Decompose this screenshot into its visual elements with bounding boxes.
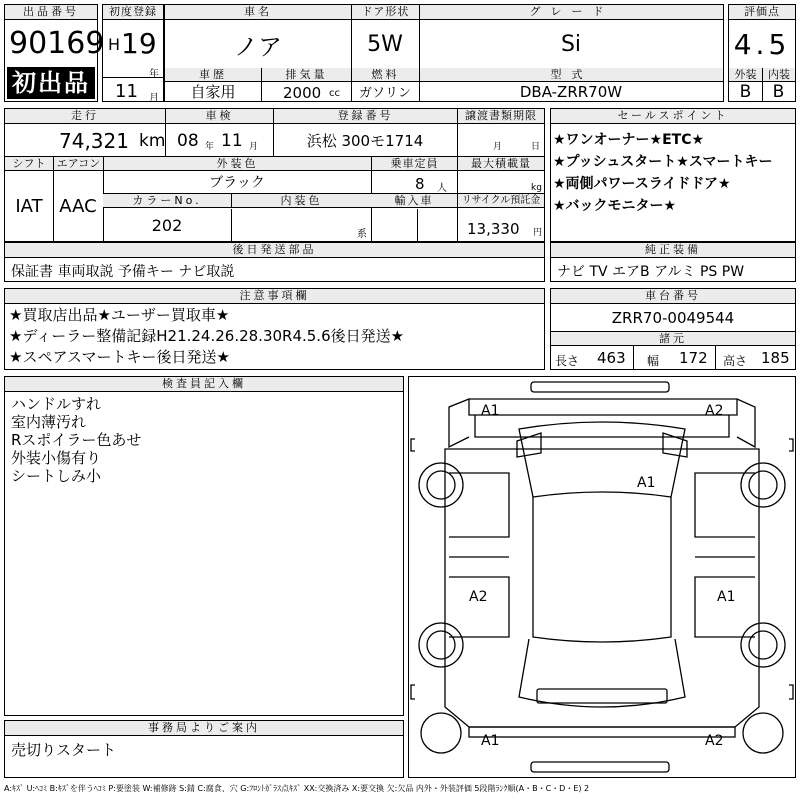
- month-unit: 月: [149, 93, 159, 104]
- sales-points-box: [550, 108, 796, 242]
- capacity: 8: [415, 175, 425, 193]
- recycle-unit: 円: [533, 228, 543, 238]
- interior-color-unit: 系: [357, 229, 367, 240]
- mileage-unit: km: [139, 131, 166, 151]
- shift-label: シフト: [5, 157, 53, 171]
- width: 172: [679, 349, 708, 367]
- color-no-label: カラーNo.: [103, 194, 231, 208]
- mileage-label: 走行: [5, 109, 165, 124]
- sales-points-label: セールスポイント: [551, 109, 795, 124]
- inspection-label: 車検: [165, 109, 273, 124]
- sales-points-list: [553, 129, 773, 217]
- era: H: [108, 35, 121, 54]
- office-value: 売切りスタート: [11, 741, 117, 759]
- damage-mark: A1: [481, 403, 500, 419]
- registration-month: 11: [115, 81, 138, 102]
- later-parts-label: 後日発送部品: [5, 243, 544, 258]
- recycle-label: リサイクル預託金: [457, 194, 544, 208]
- import-label: 輸入車: [371, 194, 457, 208]
- max-load-label: 最大積載量: [457, 157, 544, 171]
- damage-mark: A1: [717, 589, 736, 605]
- first-registration-label: 初度登録: [103, 5, 163, 20]
- caution-label: 注意事項欄: [5, 289, 544, 304]
- chassis-label: 車台番号: [551, 289, 795, 304]
- equipment-value: ナビ TV エアB アルミ PS PW: [557, 264, 745, 280]
- inspection-month-unit: 月: [249, 142, 259, 152]
- sales-point: ★両側パワースライドドア★: [553, 176, 731, 192]
- displacement-label: 排気量: [261, 68, 351, 82]
- inspection-month: 11: [221, 131, 243, 151]
- caution-item: ★買取店出品★ユーザー買取車★: [9, 306, 230, 324]
- ac-type: AAC: [59, 195, 97, 217]
- registration-year: 19: [121, 27, 157, 60]
- exterior-label: 外装: [729, 68, 762, 82]
- caution-box: [4, 288, 545, 370]
- ac-label: エアコン: [53, 157, 103, 171]
- deadline-month-unit: 月: [493, 142, 503, 152]
- first-listing-badge: 初出品: [7, 67, 95, 99]
- lot-number-label: 出品番号: [5, 5, 97, 20]
- sales-point: ★バックモニター★: [553, 198, 677, 214]
- model-label: 型式: [419, 68, 723, 82]
- history-label: 車歴: [165, 68, 261, 82]
- damage-mark: A1: [481, 733, 500, 749]
- damage-mark: A1: [637, 475, 656, 491]
- car-name: ノア: [234, 32, 282, 61]
- damage-mark: A2: [469, 589, 488, 605]
- width-label: 幅: [647, 354, 660, 368]
- caution-item: ★ディーラー整備記録H21.24.26.28.30R4.5.6後日発送★: [9, 327, 405, 345]
- displacement-unit: cc: [329, 88, 340, 99]
- inspection-year-unit: 年: [205, 142, 215, 152]
- fuel: ガソリン: [358, 86, 411, 101]
- inspection-year: 08: [177, 131, 199, 151]
- overall-score: 4.5: [733, 27, 791, 61]
- car-diagram-box: [408, 376, 796, 778]
- office-box: [4, 720, 404, 778]
- lot-number-box: [4, 4, 105, 102]
- sales-point: ★ワンオーナー★ETC★: [553, 132, 705, 148]
- fuel-label: 燃料: [351, 68, 419, 82]
- inspector-label: 検査員記入欄: [5, 377, 403, 392]
- sales-point: ★プッシュスタート★スマートキー: [553, 154, 773, 170]
- door-type: 5W: [367, 31, 403, 57]
- inspector-box: [4, 376, 404, 716]
- score-label: 評価点: [729, 5, 795, 20]
- grade-label: グレード: [419, 5, 723, 20]
- deadline-day-unit: 日: [531, 142, 541, 152]
- deadline-label: 譲渡書類期限: [457, 109, 544, 124]
- inspector-note: ハンドルすれ: [11, 395, 102, 413]
- height-label: 高さ: [723, 354, 748, 368]
- inspector-note: Rスポイラー色あせ: [11, 431, 142, 449]
- caution-item: ★スペアスマートキー後日発送★: [9, 348, 230, 366]
- capacity-unit: 人: [437, 183, 447, 194]
- color-number: 202: [151, 215, 183, 235]
- car-name-label: 車名: [165, 5, 351, 20]
- later-parts-box: [4, 242, 545, 282]
- color-label: 外装色: [103, 157, 371, 171]
- displacement: 2000: [283, 84, 322, 102]
- office-label: 事務局よりご案内: [5, 721, 403, 736]
- history: 自家用: [190, 83, 236, 101]
- grade: Si: [560, 31, 582, 57]
- interior-label: 内装: [762, 68, 795, 82]
- inspector-note: シートしみ小: [11, 467, 102, 485]
- recycle-fee: 13,330: [467, 220, 520, 238]
- inspector-note: 外装小傷有り: [11, 449, 102, 467]
- height: 185: [761, 349, 790, 367]
- chassis-number: ZRR70-0049544: [611, 309, 735, 327]
- mileage: 74,321: [59, 129, 129, 153]
- dims-label: 諸元: [551, 331, 795, 346]
- model-code: DBA-ZRR70W: [519, 82, 623, 101]
- damage-mark: A2: [705, 403, 724, 419]
- vehicle-info-box: [164, 4, 724, 102]
- first-registration-box: [102, 4, 164, 102]
- shift-type: IAT: [15, 195, 43, 217]
- later-parts-value: 保証書 車両取説 予備キー ナビ取説: [11, 264, 235, 280]
- main-info-box: [4, 108, 545, 242]
- equipment-box: [550, 242, 796, 282]
- year-unit: 年: [149, 69, 159, 80]
- car-diagram: [409, 377, 795, 777]
- plate-number: 浜松 300モ1714: [306, 131, 424, 150]
- capacity-label: 乗車定員: [371, 157, 457, 171]
- max-load-unit: kg: [531, 183, 542, 193]
- length-label: 長さ: [555, 354, 580, 368]
- damage-mark: A2: [705, 733, 724, 749]
- interior-color-label: 内装色: [231, 194, 371, 208]
- caution-list: [9, 305, 404, 368]
- chassis-box: [550, 288, 796, 370]
- door-label: ドア形状: [351, 5, 419, 20]
- exterior-score: B: [739, 81, 752, 102]
- exterior-color: ブラック: [209, 175, 265, 191]
- lot-number: 90169: [9, 26, 105, 61]
- inspector-note: 室内薄汚れ: [11, 413, 87, 431]
- legend: A:ｷｽﾞ U:ﾍｺﾐ B:ｷｽﾞを伴うﾍｺﾐ P:要塗装 W:補修跡 S:錆 C:腐食、穴 G:ﾌﾛﾝﾄｶﾞﾗｽ点ｷｽﾞ XX:交換済み X:要交換 欠:欠品 内外・外装評価 5段階ﾗﾝｸ順(A・B・C・D・E) 2: [4, 784, 590, 793]
- length: 463: [597, 349, 626, 367]
- score-box: [728, 4, 796, 102]
- inspector-notes: [11, 395, 141, 485]
- plate-label: 登録番号: [273, 109, 457, 124]
- equipment-label: 純正装備: [551, 243, 795, 258]
- interior-score: B: [772, 81, 785, 102]
